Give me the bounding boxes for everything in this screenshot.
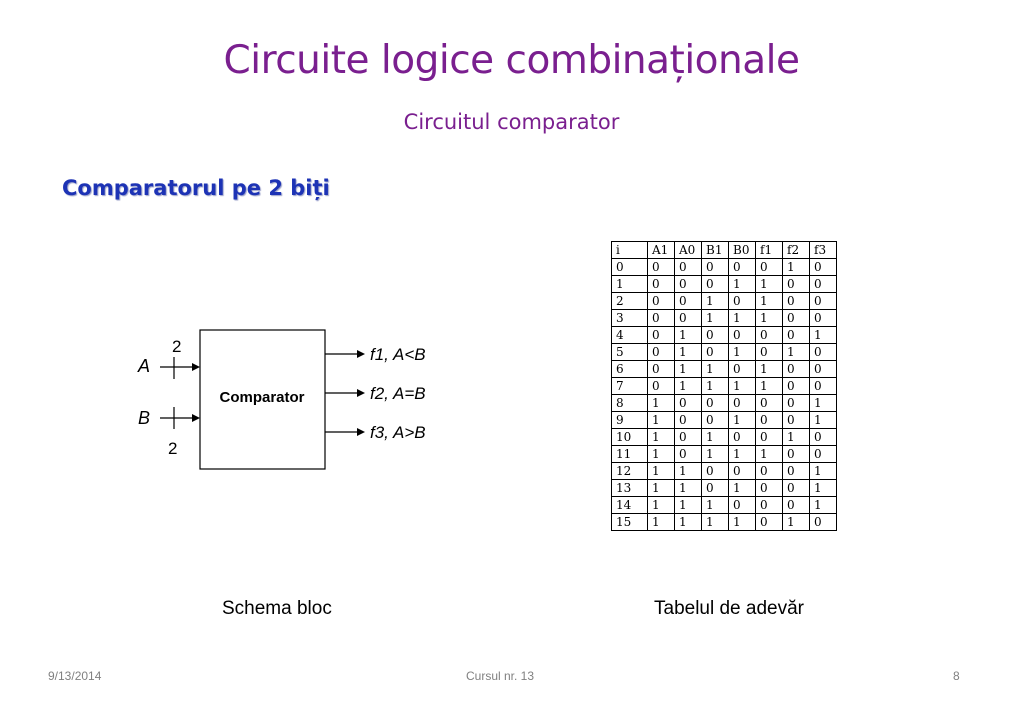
truth-table-body	[612, 259, 837, 531]
truth-table-cell: 1	[756, 276, 783, 293]
truth-table-cell: 1	[783, 344, 810, 361]
truth-table-cell: 0	[675, 259, 702, 276]
truth-table-cell: 1	[702, 378, 729, 395]
truth-table-header-row	[612, 242, 837, 259]
truth-table-cell: 0	[783, 480, 810, 497]
truth-table-cell: 1	[756, 378, 783, 395]
truth-table-header-cell: B1	[702, 242, 729, 259]
truth-table-cell: 1	[810, 412, 837, 429]
truth-table-cell: 1	[729, 344, 756, 361]
truth-table-cell: 1	[729, 378, 756, 395]
truth-table-header-cell: f3	[810, 242, 837, 259]
truth-table-cell: 0	[729, 463, 756, 480]
truth-table-cell: 1	[675, 497, 702, 514]
truth-table-header-cell: B0	[729, 242, 756, 259]
truth-table-cell: 0	[675, 446, 702, 463]
truth-table-cell: 0	[648, 310, 675, 327]
truth-table-cell: 0	[729, 395, 756, 412]
table-caption: Tabelul de adevăr	[654, 598, 804, 619]
diagram-caption: Schema bloc	[222, 598, 332, 619]
truth-table-cell: 1	[729, 446, 756, 463]
truth-table-header-cell: i	[612, 242, 648, 259]
truth-table-cell: 0	[648, 378, 675, 395]
truth-table-cell: 1	[729, 276, 756, 293]
truth-table-cell: 0	[648, 276, 675, 293]
input-a-arrow	[192, 363, 200, 371]
truth-table-cell: 0	[702, 327, 729, 344]
truth-table-cell: 1	[783, 259, 810, 276]
truth-table-cell: 1	[729, 514, 756, 531]
truth-table-cell: 0	[783, 310, 810, 327]
truth-table-cell: 0	[756, 259, 783, 276]
truth-table-cell: 0	[648, 293, 675, 310]
truth-table-cell: 0	[810, 378, 837, 395]
truth-table	[611, 241, 837, 531]
truth-table-cell: 0	[756, 395, 783, 412]
truth-table-cell: 0	[783, 378, 810, 395]
footer-page-number: 8	[953, 669, 960, 683]
input-b-arrow	[192, 414, 200, 422]
truth-table-cell: 0	[756, 463, 783, 480]
truth-table-cell: 12	[612, 463, 648, 480]
section-heading: Comparatorul pe 2 biți	[62, 176, 330, 200]
truth-table-cell: 7	[612, 378, 648, 395]
truth-table-cell: 0	[729, 293, 756, 310]
truth-table-cell: 0	[756, 497, 783, 514]
truth-table-cell: 1	[756, 446, 783, 463]
truth-table-cell: 0	[675, 429, 702, 446]
truth-table-cell: 0	[702, 480, 729, 497]
truth-table-cell: 1	[648, 463, 675, 480]
truth-table-cell: 0	[810, 361, 837, 378]
table-row	[612, 276, 837, 293]
truth-table-cell: 0	[810, 514, 837, 531]
truth-table-cell: 1	[756, 293, 783, 310]
truth-table-header-cell: f1	[756, 242, 783, 259]
table-row	[612, 446, 837, 463]
table-row	[612, 412, 837, 429]
truth-table-cell: 1	[648, 446, 675, 463]
truth-table-cell: 0	[810, 293, 837, 310]
output-f2-arrow	[357, 389, 365, 397]
truth-table-cell: 1	[648, 412, 675, 429]
truth-table-cell: 0	[729, 259, 756, 276]
truth-table-cell: 0	[612, 259, 648, 276]
truth-table-cell: 0	[648, 327, 675, 344]
truth-table-cell: 6	[612, 361, 648, 378]
truth-table-cell: 1	[783, 514, 810, 531]
table-row	[612, 259, 837, 276]
table-row	[612, 395, 837, 412]
footer-date: 9/13/2014	[48, 669, 102, 683]
truth-table-cell: 1	[729, 412, 756, 429]
truth-table-cell: 15	[612, 514, 648, 531]
truth-table-cell: 0	[729, 429, 756, 446]
truth-table-header-cell: f2	[783, 242, 810, 259]
block-diagram	[130, 325, 460, 480]
truth-table-cell: 0	[783, 497, 810, 514]
truth-table-cell: 0	[702, 395, 729, 412]
truth-table-cell: 0	[648, 344, 675, 361]
truth-table-cell: 2	[612, 293, 648, 310]
truth-table-cell: 0	[810, 276, 837, 293]
truth-table-cell: 4	[612, 327, 648, 344]
truth-table-cell: 0	[702, 412, 729, 429]
truth-table-header-cell: A0	[675, 242, 702, 259]
truth-table-cell: 0	[675, 276, 702, 293]
table-row	[612, 344, 837, 361]
truth-table-cell: 1	[810, 395, 837, 412]
truth-table-cell: 0	[756, 514, 783, 531]
truth-table-cell: 14	[612, 497, 648, 514]
table-row	[612, 480, 837, 497]
output-f3-arrow	[357, 428, 365, 436]
truth-table-cell: 0	[783, 293, 810, 310]
table-row	[612, 514, 837, 531]
truth-table-cell: 0	[783, 463, 810, 480]
input-a-label: A	[138, 356, 151, 376]
truth-table-cell: 0	[756, 429, 783, 446]
truth-table-cell: 0	[810, 259, 837, 276]
truth-table-cell: 1	[648, 480, 675, 497]
truth-table-cell: 0	[675, 395, 702, 412]
truth-table-cell: 0	[756, 327, 783, 344]
truth-table-cell: 10	[612, 429, 648, 446]
truth-table-cell: 1	[810, 480, 837, 497]
slide-subtitle: Circuitul comparator	[403, 110, 620, 134]
truth-table-cell: 1	[612, 276, 648, 293]
truth-table-cell: 13	[612, 480, 648, 497]
truth-table-cell: 0	[810, 310, 837, 327]
truth-table-cell: 0	[648, 259, 675, 276]
truth-table-cell: 1	[756, 361, 783, 378]
truth-table-cell: 11	[612, 446, 648, 463]
truth-table-cell: 1	[810, 327, 837, 344]
truth-table-cell: 1	[702, 446, 729, 463]
truth-table-cell: 5	[612, 344, 648, 361]
truth-table-cell: 1	[756, 310, 783, 327]
truth-table-cell: 0	[702, 344, 729, 361]
truth-table-cell: 0	[783, 395, 810, 412]
truth-table-cell: 1	[810, 463, 837, 480]
truth-table-cell: 1	[783, 429, 810, 446]
truth-table-cell: 1	[702, 429, 729, 446]
truth-table-cell: 0	[783, 361, 810, 378]
table-row	[612, 361, 837, 378]
truth-table-header-cell: A1	[648, 242, 675, 259]
truth-table-cell: 1	[702, 310, 729, 327]
truth-table-cell: 1	[729, 310, 756, 327]
truth-table-cell: 1	[648, 514, 675, 531]
truth-table-cell: 1	[648, 429, 675, 446]
truth-table-cell: 0	[702, 276, 729, 293]
truth-table-cell: 1	[675, 378, 702, 395]
output-f1-label: f1, A<B	[370, 345, 426, 364]
table-row	[612, 293, 837, 310]
truth-table-cell: 1	[675, 514, 702, 531]
truth-table-cell: 0	[810, 446, 837, 463]
truth-table-cell: 0	[756, 344, 783, 361]
truth-table-cell: 0	[783, 276, 810, 293]
truth-table-cell: 8	[612, 395, 648, 412]
truth-table-cell: 0	[783, 412, 810, 429]
truth-table-cell: 0	[702, 463, 729, 480]
truth-table-cell: 1	[729, 480, 756, 497]
truth-table-cell: 0	[675, 293, 702, 310]
table-row	[612, 463, 837, 480]
footer-course: Cursul nr. 13	[466, 669, 535, 683]
input-b-width: 2	[168, 439, 178, 458]
truth-table-cell: 3	[612, 310, 648, 327]
truth-table-cell: 1	[702, 514, 729, 531]
truth-table-cell: 0	[810, 344, 837, 361]
truth-table-cell: 0	[810, 429, 837, 446]
truth-table-cell: 0	[675, 412, 702, 429]
truth-table-cell: 1	[648, 497, 675, 514]
truth-table-cell: 0	[729, 361, 756, 378]
output-f1-arrow	[357, 350, 365, 358]
truth-table-cell: 0	[756, 480, 783, 497]
truth-table-cell: 0	[675, 310, 702, 327]
truth-table-cell: 0	[702, 259, 729, 276]
truth-table-cell: 1	[675, 463, 702, 480]
truth-table-cell: 0	[729, 497, 756, 514]
table-row	[612, 429, 837, 446]
truth-table-cell: 1	[702, 497, 729, 514]
table-row	[612, 497, 837, 514]
truth-table-cell: 0	[783, 327, 810, 344]
table-row	[612, 378, 837, 395]
table-row	[612, 310, 837, 327]
output-f3-label: f3, A>B	[370, 423, 426, 442]
truth-table-cell: 1	[675, 344, 702, 361]
truth-table-cell: 1	[675, 480, 702, 497]
slide-title: Circuite logice combinaționale	[223, 38, 800, 83]
table-row	[612, 327, 837, 344]
input-a-width: 2	[172, 337, 182, 356]
truth-table-cell: 1	[648, 395, 675, 412]
truth-table-cell: 1	[675, 327, 702, 344]
output-f2-label: f2, A=B	[370, 384, 426, 403]
comparator-label: Comparator	[219, 389, 305, 406]
truth-table-cell: 1	[810, 497, 837, 514]
truth-table-cell: 1	[702, 361, 729, 378]
truth-table-cell: 1	[702, 293, 729, 310]
truth-table-cell: 0	[756, 412, 783, 429]
truth-table-cell: 9	[612, 412, 648, 429]
input-b-label: B	[138, 408, 151, 428]
truth-table-cell: 0	[729, 327, 756, 344]
truth-table-cell: 1	[675, 361, 702, 378]
truth-table-cell: 0	[648, 361, 675, 378]
truth-table-cell: 0	[783, 446, 810, 463]
